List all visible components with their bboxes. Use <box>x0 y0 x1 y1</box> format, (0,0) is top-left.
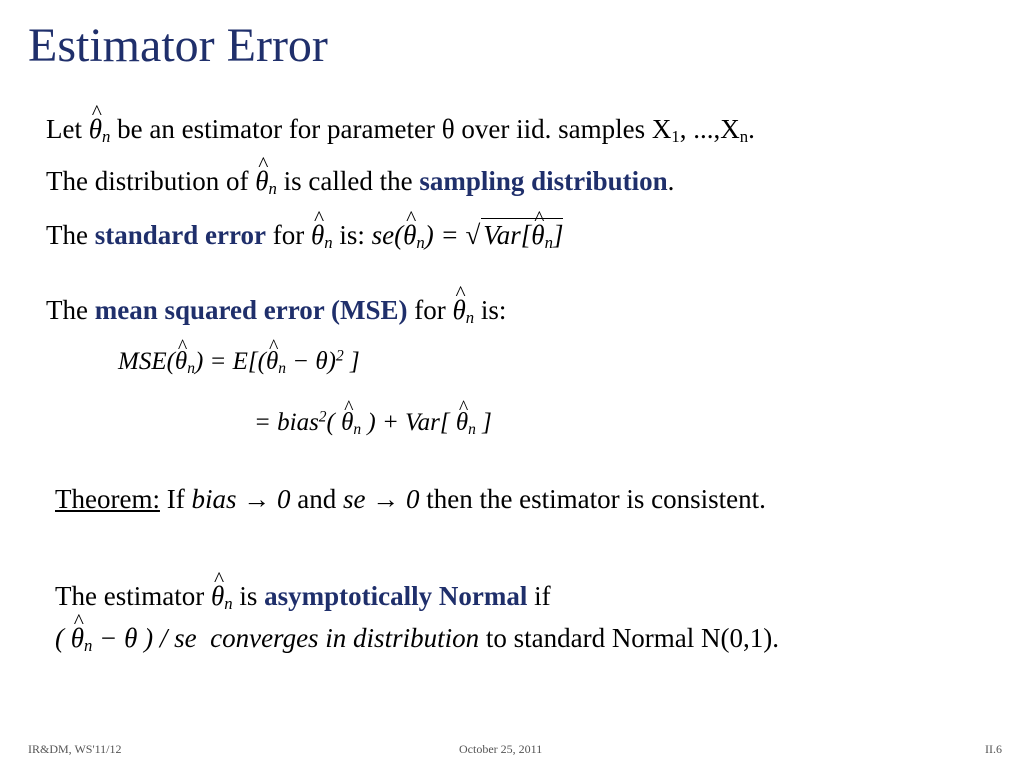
se-term: se <box>342 484 366 514</box>
distribution-text: The distribution of <box>46 166 249 196</box>
normalized-formula: ( ^ $\theta_n - \theta$ ) / se <box>55 623 197 653</box>
theorem-line <box>55 483 766 515</box>
sub-1: 1 <box>671 127 680 147</box>
if-text: If <box>166 484 185 514</box>
theta-hat-symbol: ^ $\theta_n$ <box>452 294 474 326</box>
the-text: The <box>46 295 88 325</box>
theta-hat-symbol: ^ $\theta_n$ <box>211 580 233 612</box>
is-text: is: <box>480 295 507 325</box>
and-text: and <box>297 484 337 514</box>
standard-error-term: standard error <box>94 220 266 250</box>
for-text: for <box>272 220 305 250</box>
sampling-distribution-term: sampling distribution <box>419 166 668 196</box>
mse-formula-1: MSE(^ $\theta_n$) = E[(^ $\theta_n - \theta)^2$ ] <box>118 347 360 377</box>
sampling-distribution-line <box>46 165 674 197</box>
arrow-zero: → 0 <box>372 484 420 514</box>
sub-n: n <box>739 127 749 147</box>
converges-text: converges in distribution <box>210 623 480 653</box>
definition-text: be an estimator for parameter θ over iid. samples X <box>117 114 672 144</box>
estimator-text: The estimator <box>55 581 205 611</box>
theorem-label: Theorem: <box>55 484 160 514</box>
footer-course: IR&DM, WS'11/12 <box>28 742 122 756</box>
slide-title: Estimator Error <box>28 19 328 72</box>
bias-term: bias <box>191 484 237 514</box>
asymptotically-normal-term: asymptotically Normal <box>264 581 528 611</box>
consistent-text: then the estimator is consistent. <box>426 484 766 514</box>
asymptotic-normal-line <box>55 580 551 612</box>
se-formula: se(^ $\theta_n$) = √ Var[^ $\theta_n$] <box>372 220 564 250</box>
footer-page-number: II.6 <box>985 742 1002 756</box>
mse-formula-2: = bias$^2$( ^ $\theta_n$ ) + Var[ ^ $\theta_n$ ] <box>254 408 492 438</box>
period: . <box>748 114 755 144</box>
is-text: is <box>239 581 258 611</box>
if-text: if <box>534 581 551 611</box>
convergence-line <box>55 622 779 654</box>
theta-hat-symbol: ^ $\theta_n$ <box>89 113 111 145</box>
theta-hat-symbol: ^ $\theta_n$ <box>311 219 333 251</box>
standard-normal-text: to standard Normal N(0,1). <box>485 623 780 653</box>
is-text: is: <box>339 220 365 250</box>
theta-hat-symbol: ^ $\theta_n$ <box>255 165 277 197</box>
called-text: is called the <box>283 166 413 196</box>
estimator-definition-line <box>46 113 755 145</box>
let-text: Let <box>46 114 82 144</box>
mse-term: mean squared error (MSE) <box>94 295 408 325</box>
footer-date: October 25, 2011 <box>459 742 543 756</box>
period: . <box>667 166 675 196</box>
arrow-zero: → 0 <box>243 484 291 514</box>
standard-error-line <box>46 218 563 251</box>
the-text: The <box>46 220 88 250</box>
for-text: for <box>414 295 446 325</box>
ellipsis-text: , ...,X <box>679 114 740 144</box>
mse-line <box>46 294 506 326</box>
